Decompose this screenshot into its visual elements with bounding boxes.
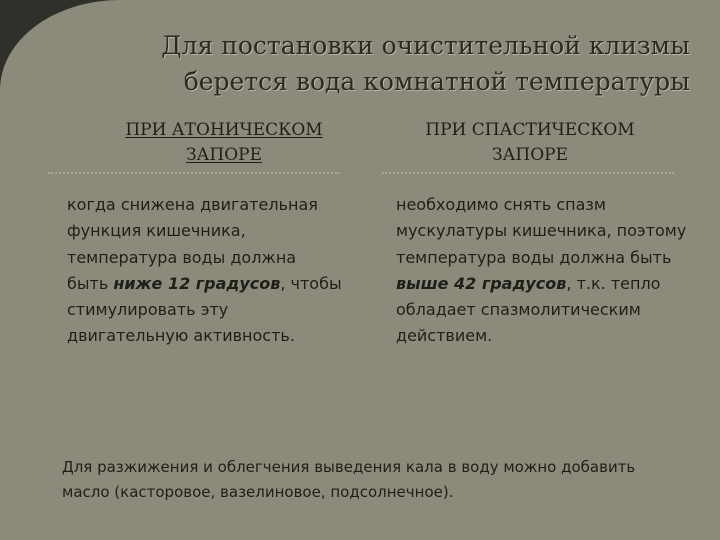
right-column-header — [380, 118, 680, 168]
slide-title — [100, 28, 690, 100]
left-divider — [48, 172, 340, 174]
right-divider — [382, 172, 674, 174]
title-line-2: берется вода комнатной температуры — [183, 67, 690, 96]
right-header-line-1: ПРИ СПАСТИЧЕСКОМ — [425, 120, 635, 140]
left-column-text — [67, 192, 342, 350]
left-column-header — [74, 118, 374, 168]
right-column-text — [396, 192, 696, 350]
footnote: Для разжижения и облегчения выведения кала в воду можно добавить масло (касторовое, вазелиновое, подсолнечное). — [62, 458, 636, 501]
right-text-end: , т.к. тепло обладает спазмолитическим действием. — [396, 273, 661, 346]
right-header-line-2: ЗАПОРЕ — [491, 145, 569, 165]
right-text-emphasis: выше 42 градусов — [396, 273, 567, 293]
right-text-start: необходимо снять спазм мускулатуры кишечника, поэтому температура воды должна быть — [396, 195, 687, 267]
left-text-emphasis: ниже 12 градусов — [113, 273, 281, 293]
title-line-1: Для постановки очистительной клизмы — [161, 31, 690, 60]
left-text-end: , чтобы стимулировать эту двигательную активность. — [67, 273, 342, 346]
left-header-line-2: ЗАПОРЕ — [185, 145, 263, 165]
left-text-start: когда снижена двигательная функция кишечника, температура воды должна быть — [67, 195, 318, 293]
left-header-line-1: ПРИ АТОНИЧЕСКОМ — [125, 120, 323, 140]
